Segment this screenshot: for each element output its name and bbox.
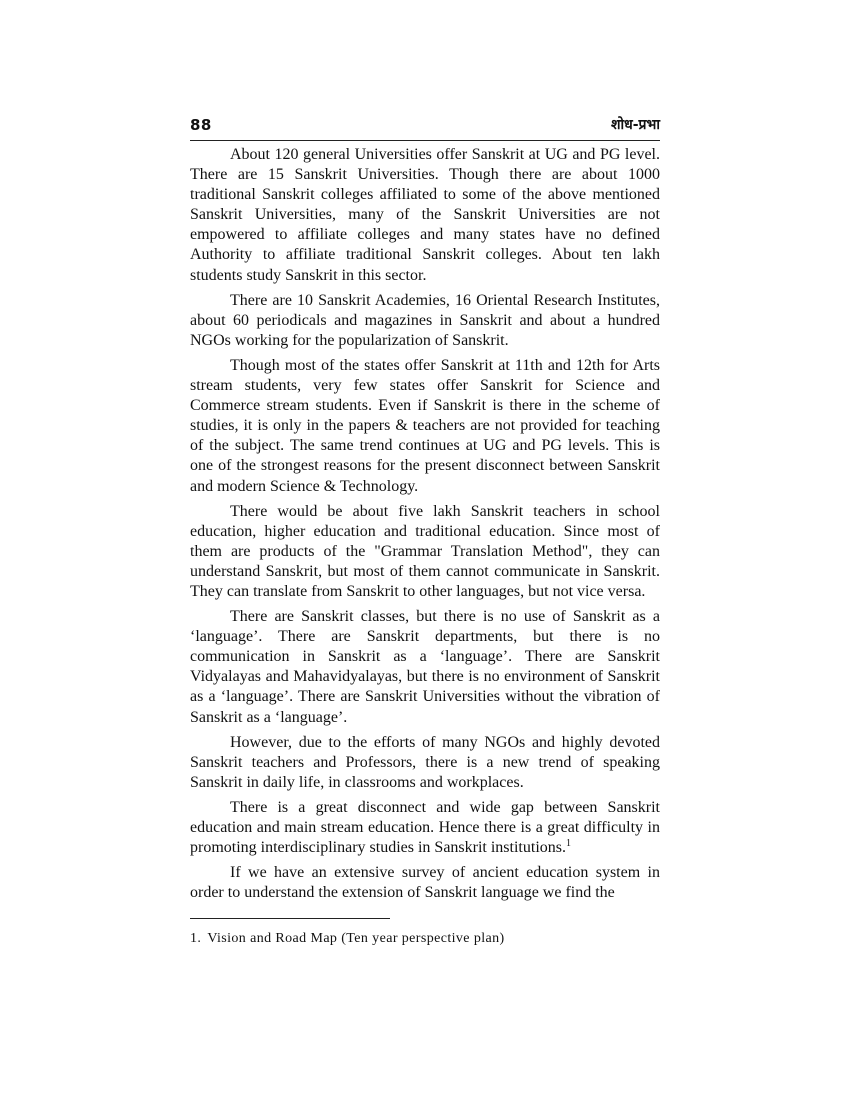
paragraph-academies: There are 10 Sanskrit Academies, 16 Oriental Research Institutes, about 60 periodicals and magazines in Sanskrit and about a hundred NGOs working for the popularization of Sanskrit. — [190, 291, 660, 349]
paragraph-language-use: There are Sanskrit classes, but there is no use of Sanskrit as a ‘language’. There are Sanskrit departments, but there is no communication in Sanskrit as a ‘language’. There are Sanskrit Vidyalayas and Mahavidyalayas, but there is no environment of Sanskrit as a ‘language’. There are Sanskrit Universities without the vibration of Sanskrit as a ‘language’. — [190, 608, 660, 726]
paragraph-universities: About 120 general Universities offer Sanskrit at UG and PG level. There are 15 Sanskrit Universities. Though there are about 1000 traditional Sanskrit colleges affiliated to some of the above mentioned Sanskrit Universities, many of the Sanskrit Universities are not empowered to affiliate colleges and many states have no defined Authority to affiliate traditional Sanskrit colleges. About ten lakh students study Sanskrit in this sector. — [190, 146, 660, 284]
body-text — [190, 145, 660, 908]
paragraph-ngo-trend: However, due to the efforts of many NGOs and highly devoted Sanskrit teachers and Professors, there is a new trend of speaking Sanskrit in daily life, in classrooms and workplaces. — [190, 733, 660, 791]
footnote-divider — [190, 918, 390, 919]
page-number: 88 — [190, 116, 212, 134]
footnote — [190, 931, 505, 947]
paragraph-disconnect — [190, 798, 660, 858]
paragraph-disconnect-text: There is a great disconnect and wide gap between Sanskrit education and main stream education. Hence there is a great difficulty in promoting interdisciplinary studies in Sanskrit institutions. — [190, 798, 660, 857]
running-title: शोध-प्रभा — [610, 117, 660, 133]
footnote-reference[interactable]: 1 — [565, 838, 571, 850]
paragraph-school-stream: Though most of the states offer Sanskrit at 11th and 12th for Arts stream students, very few states offer Sanskrit for Science and Commerce stream students. Even if Sanskrit is there in the scheme of studies, it is only in the papers & teachers are not provided for teaching of the subject. The same trend continues at UG and PG levels. This is one of the strongest reasons for the present disconnect between Sanskrit and modern Science & Technology. — [190, 356, 660, 495]
footnote-text: Vision and Road Map (Ten year perspective plan) — [207, 931, 505, 946]
paragraph-teachers: There would be about five lakh Sanskrit teachers in school education, higher education and traditional education. Since most of them are products of the "Grammar Translation Method", they can understand Sanskrit, but most of them cannot communicate in Sanskrit. They can translate from Sanskrit to other languages, but not vice versa. — [190, 502, 660, 600]
page-header — [190, 116, 660, 141]
paragraph-survey: If we have an extensive survey of ancient education system in order to understand the extension of Sanskrit language we find the — [190, 864, 660, 902]
footnote-number: 1. — [190, 931, 202, 946]
